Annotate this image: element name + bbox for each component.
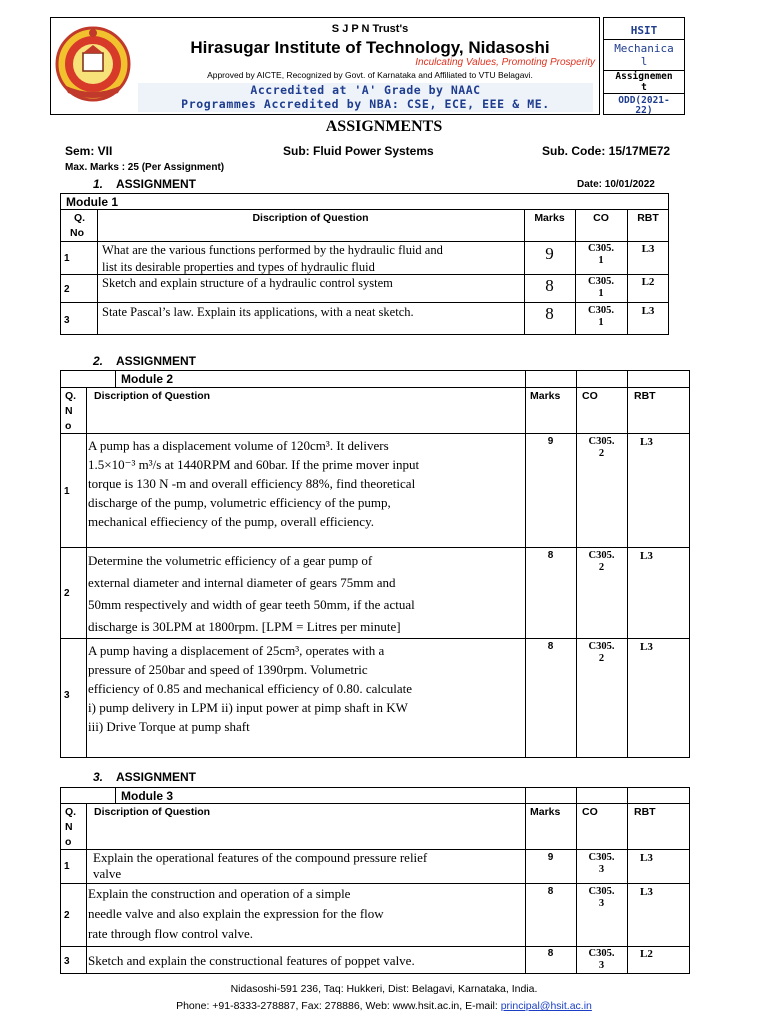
rbt-level: L2 (640, 948, 653, 960)
footer-email-link[interactable]: principal@hsit.ac.in (500, 1000, 592, 1012)
question-number: 3 (64, 690, 70, 701)
question-marks: 8 (547, 550, 554, 561)
col-description: Discription of Question (252, 212, 369, 224)
doc-dept-cont: l (640, 55, 648, 68)
page-title: ASSIGNMENTS (325, 118, 443, 135)
col-qno-cont: N (65, 405, 73, 417)
question-number: 3 (64, 315, 70, 326)
question-text: A pump has a displacement volume of 120cm³. It delivers 1.5×10⁻³ m³/s at 1440RPM and 60bar. If the prime mover input torque is 130 N -m and overall efficiency 88%, find theoretical discharge of the pump, volumetric efficiency of the pump, mechanical effieciency of the pump, overall efficiency. (88, 438, 420, 529)
col-co: CO (582, 806, 598, 818)
course-outcome: C305. 3 (588, 948, 615, 971)
rbt-level: L3 (640, 550, 653, 562)
question-text: Determine the volumetric efficiency of a gear pump of external diameter and internal diameter of gears 75mm and 50mm respectively and width of gear teeth 50mm, if the actual discharge is 30LPM at 1800rpm. [LPM = Litres per minute] (88, 553, 415, 634)
institute-logo-icon (52, 23, 134, 105)
assignment-2-heading: ASSIGNMENT (116, 354, 197, 368)
course-outcome: C305. 2 (588, 436, 615, 459)
module-3-label: Module 3 (121, 789, 174, 803)
course-outcome: C305. 3 (588, 852, 615, 875)
col-description: Discription of Question (94, 806, 211, 818)
course-outcome: C305. 2 (588, 550, 615, 573)
col-qno: Q. (65, 806, 77, 818)
subject: Sub: Fluid Power Systems (283, 144, 434, 158)
col-marks: Marks (530, 806, 561, 818)
question-number: 2 (64, 588, 70, 599)
question-text: A pump having a displacement of 25cm³, operates with a pressure of 250bar and speed of 1390rpm. Volumetric efficiency of 0.85 and mechanical efficiency of 0.80. calculate i) pump delivery in LPM ii) input power at pimp shaft in KW iii) Drive Torque at pump shaft (88, 643, 413, 734)
rbt-level: L3 (640, 436, 653, 448)
question-text: What are the various functions performed by the hydraulic fluid and list its desirable properties and types of hydraulic fluid (102, 243, 443, 274)
module-2-label: Module 2 (121, 372, 174, 386)
col-qno-cont: N (65, 821, 73, 833)
question-number: 3 (64, 956, 70, 967)
question-text: Explain the operational features of the compound pressure relief valve (93, 850, 428, 881)
col-description: Discription of Question (94, 390, 211, 402)
question-number: 1 (64, 253, 70, 264)
semester: Sem: VII (65, 144, 113, 158)
assignment-2-number: 2. (93, 354, 104, 368)
question-marks: 8 (545, 276, 554, 295)
col-qno-cont: No (70, 227, 84, 239)
col-co: CO (593, 212, 609, 224)
rbt-level: L3 (640, 852, 653, 864)
course-outcome: C305. 1 (588, 243, 614, 266)
col-rbt: RBT (637, 212, 659, 224)
col-marks: Marks (534, 212, 565, 224)
question-marks: 9 (545, 244, 554, 263)
doc-term-cont: 22) (635, 105, 653, 116)
question-text: Sketch and explain the constructional features of poppet valve. (88, 953, 415, 968)
doc-info-divider (603, 93, 685, 94)
course-outcome: C305. 3 (588, 886, 615, 909)
col-qno-cont: o (65, 836, 72, 848)
max-marks: Max. Marks : 25 (Per Assignment) (65, 162, 225, 173)
rbt-level: L2 (641, 276, 655, 288)
rbt-level: L3 (641, 305, 655, 317)
doc-term: ODD(2021- (618, 95, 670, 106)
col-co: CO (582, 390, 598, 402)
rbt-level: L3 (640, 641, 653, 653)
doc-dept: Mechanica (614, 42, 674, 55)
institute-motto: Inculcating Values, Promoting Prosperity (415, 57, 595, 68)
institute-name: Hirasugar Institute of Technology, Nidasoshi (190, 38, 550, 57)
question-marks: 9 (547, 436, 554, 447)
course-outcome: C305. 2 (588, 641, 615, 664)
nba-accreditation: Programmes Accredited by NBA: CSE, ECE, EEE & ME. (181, 97, 550, 111)
assignment-3-heading: ASSIGNMENT (116, 770, 197, 784)
course-outcome: C305. 1 (588, 305, 614, 328)
assignment-date: Date: 10/01/2022 (577, 179, 655, 190)
col-rbt: RBT (634, 390, 656, 402)
module-1-label: Module 1 (66, 195, 119, 209)
doc-org: HSIT (630, 24, 658, 37)
question-marks: 8 (545, 304, 554, 323)
rbt-level: L3 (640, 886, 653, 898)
subject-code: Sub. Code: 15/17ME72 (542, 144, 671, 158)
col-qno: Q. (74, 212, 86, 224)
approval-line: Approved by AICTE, Recognized by Govt. of Karnataka and Affiliated to VTU Belagavi. (207, 70, 533, 80)
col-qno-cont: o (65, 420, 72, 432)
col-qno: Q. (65, 390, 77, 402)
trust-name: S J P N Trust's (331, 23, 409, 35)
question-marks: 8 (547, 641, 554, 652)
question-number: 2 (64, 910, 70, 921)
question-text: Explain the construction and operation of a simple needle valve and also explain the expression for the flow rate through flow control valve. (88, 886, 384, 941)
question-marks: 9 (547, 852, 554, 863)
question-marks: 8 (547, 886, 554, 897)
question-text: Sketch and explain structure of a hydraulic control system (102, 276, 393, 290)
col-marks: Marks (530, 390, 561, 402)
question-marks: 8 (547, 948, 554, 959)
assignment-1-number: 1. (93, 177, 104, 191)
doc-type: Assignemen (615, 71, 673, 82)
course-outcome: C305. 1 (588, 276, 614, 299)
question-number: 1 (64, 861, 70, 872)
question-number: 1 (64, 486, 70, 497)
doc-type-cont: t (641, 82, 647, 93)
assignment-3-number: 3. (93, 770, 104, 784)
question-text: State Pascal’s law. Explain its applications, with a neat sketch. (102, 305, 414, 319)
rbt-level: L3 (641, 243, 655, 255)
doc-info-divider (603, 39, 685, 40)
footer-address: Nidasoshi-591 236, Taq: Hukkeri, Dist: Belagavi, Karnataka, India. (230, 983, 538, 995)
question-number: 2 (64, 284, 70, 295)
col-rbt: RBT (634, 806, 656, 818)
footer-contact: Phone: +91-8333-278887, Fax: 278886, Web: www.hsit.ac.in, E-mail: principal@hsit.ac.in (176, 1000, 592, 1012)
assignment-1-heading: ASSIGNMENT (116, 177, 197, 191)
naac-accreditation: Accredited at 'A' Grade by NAAC (250, 83, 481, 97)
